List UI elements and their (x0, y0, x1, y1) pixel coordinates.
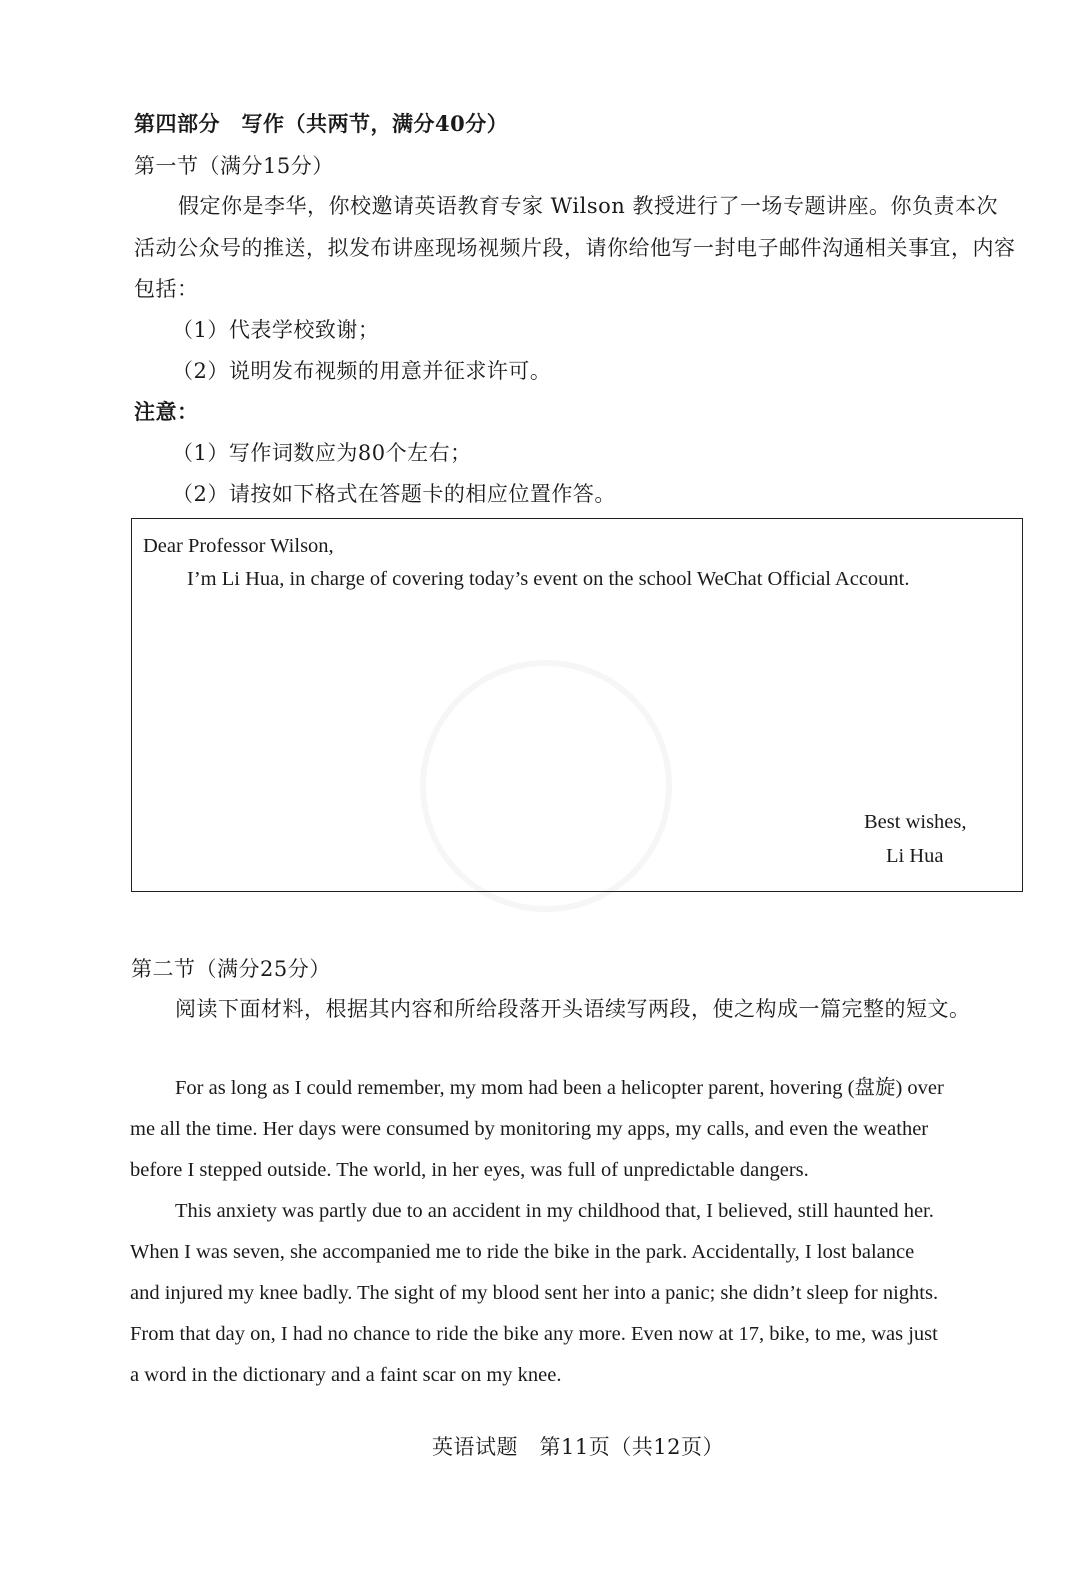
letter-opening: I’m Li Hua, in charge of covering today’s event on the school WeChat Official Account. (187, 568, 910, 590)
passage-line: From that day on, I had no chance to ride the bike any more. Even now at 17, bike, to me, was just (130, 1323, 938, 1345)
letter-salutation: Dear Professor Wilson, (143, 535, 334, 557)
part4-heading: 第四部分 写作（共两节，满分40分） (134, 111, 509, 136)
passage-line: before I stepped outside. The world, in her eyes, was full of unpredictable dangers. (130, 1159, 809, 1181)
prompt-line-2: 活动公众号的推送，拟发布讲座现场视频片段，请你给他写一封电子邮件沟通相关事宜，内容 (134, 236, 1016, 260)
prompt-line-3: 包括： (134, 277, 199, 301)
letter-signature: Li Hua (886, 845, 944, 867)
section2-instruction: 阅读下面材料，根据其内容和所给段落开头语续写两段，使之构成一篇完整的短文。 (175, 997, 971, 1021)
passage-line: me all the time. Her days were consumed by monitoring my apps, my calls, and even the weather (130, 1118, 929, 1140)
page-footer: 英语试题 第11页（共12页） (432, 1435, 724, 1459)
passage-line: This anxiety was partly due to an accident in my childhood that, I believed, still haunted her. (175, 1200, 934, 1222)
section2-heading: 第二节（满分25分） (131, 957, 331, 981)
note-1: （1）写作词数应为80个左右； (172, 441, 472, 465)
passage-line: When I was seven, she accompanied me to ride the bike in the park. Accidentally, I lost balance (130, 1241, 915, 1263)
note-2: （2）请按如下格式在答题卡的相应位置作答。 (172, 482, 616, 506)
content-point-1: （1）代表学校致谢； (172, 318, 380, 342)
section1-heading: 第一节（满分15分） (134, 154, 334, 178)
passage-line: a word in the dictionary and a faint scar on my knee. (130, 1364, 562, 1386)
content-point-2: （2）说明发布视频的用意并征求许可。 (172, 359, 552, 383)
prompt-line-1: 假定你是李华，你校邀请英语教育专家 Wilson 教授进行了一场专题讲座。你负责本次 (178, 194, 998, 218)
passage-paragraph-1 (130, 1068, 944, 1191)
letter-closing: Best wishes, (864, 811, 967, 833)
passage-paragraph-2 (130, 1191, 938, 1396)
passage-line: and injured my knee badly. The sight of my blood sent her into a panic; she didn’t sleep for nights. (130, 1282, 939, 1304)
notes-label: 注意： (134, 399, 199, 424)
passage-line: For as long as I could remember, my mom had been a helicopter parent, hovering (盘旋) over (175, 1077, 944, 1099)
